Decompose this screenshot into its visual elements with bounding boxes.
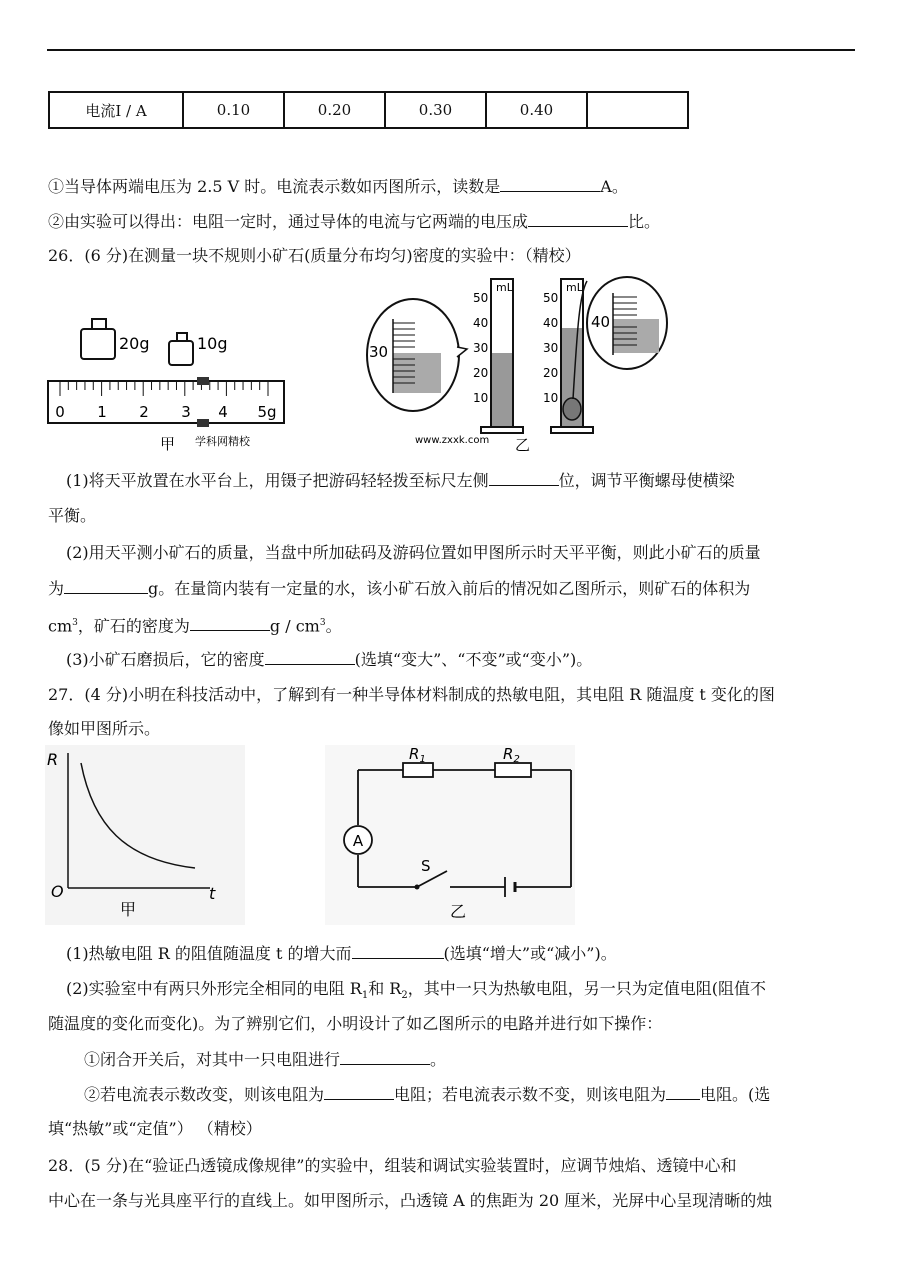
q26-part1-cont: 平衡。 [48,506,97,525]
scale-label: 2 [139,403,149,421]
q27-step1 [84,1048,446,1071]
cylinder-scale: 20 [473,366,489,380]
answer-blank[interactable] [352,942,444,959]
table-row [49,92,688,128]
answer-blank[interactable] [324,1083,394,1100]
weight-20g-label: 20g [119,334,150,353]
table-header-cell: 电流I / A [49,92,183,128]
cylinder-scale: 40 [543,316,559,330]
q27-title: 27．(4 分)小明在科技活动中，了解到有一种半导体材料制成的热敏电阻，其电阻 R 随温度 t 变化的图 [48,685,775,704]
ammeter-label: A [352,832,364,850]
cylinder-scale: 30 [543,341,559,355]
r2-label: $R_2$ [503,745,520,765]
q28-line2: 中心在一条与光具座平行的直线上。如甲图所示，凸透镜 A 的焦距为 20 厘米，光屏中心呈现清晰的烛 [48,1191,773,1210]
q26-part2-text: cm [48,616,73,636]
q26-part3-text: (3)小矿石磨损后，它的密度 [66,650,265,669]
zoom-left-label: 30 [369,343,389,361]
weight-10g-label: 10g [197,334,228,353]
rider-bottom [197,419,209,427]
figure-caption: 甲 [160,435,176,453]
cylinder-figure [365,275,670,455]
balance-figure [45,305,290,455]
scale-label: 5g [257,403,277,421]
cylinder-scale: 50 [473,291,489,305]
subscript: 1 [361,990,369,1002]
q26-title: 26．(6 分)在测量一块不规则小矿石(质量分布均匀)密度的实验中：（精校） [48,246,581,265]
q26-part2-text: 。 [325,616,342,636]
q27-step2-cont: 填“热敏”或“定值”） （精校） [48,1119,262,1138]
unit-label: mL [496,281,513,294]
q25-item1-unit: A。 [600,177,628,196]
table-cell: 0.40 [486,92,587,128]
q27-part2-text: (2)实验室中有两只外形完全相同的电阻 R [66,979,362,998]
scale-label: 1 [97,403,107,421]
figure-caption: 乙 [515,436,531,454]
q26-part1 [66,469,735,492]
q27-part1-text: (选填“增大”或“减小”)。 [443,944,617,963]
q27-step1-text: 。 [430,1050,447,1069]
resistor-r1 [403,763,433,777]
q27-part2-text: 和 R [368,979,402,998]
q26-part3-text: (选填“变大”、“不变”或“变小”)。 [354,650,593,669]
q27-step2-text: 电阻。(选 [700,1085,771,1104]
scale-label: 4 [218,403,228,421]
figure-caption: 乙 [450,902,467,921]
q26-part2: (2)用天平测小矿石的质量，当盘中所加砝码及游码位置如甲图所示时天平平衡，则此小矿石的质量 [66,543,761,562]
q26-part2-cont [48,577,750,600]
table-cell [587,92,688,128]
cylinder-scale: 10 [473,391,489,405]
header-rule [47,49,855,51]
rider-scale [48,381,284,423]
q26-part2-text: 为 [48,579,65,598]
answer-blank[interactable] [190,614,270,631]
resistance-temperature-graph [45,745,245,925]
answer-blank[interactable] [265,648,355,665]
q26-part2-text: g / cm [269,616,320,636]
switch-label: S [421,857,431,875]
r1-label: $R_1$ [409,745,426,765]
answer-blank[interactable] [528,210,628,227]
q25-item2-end: 比。 [628,212,661,231]
cylinder-scale: 40 [473,316,489,330]
table-cell: 0.30 [385,92,486,128]
q27-step1-text: ①闭合开关后，对其中一只电阻进行 [84,1050,341,1069]
table-cell: 0.10 [183,92,284,128]
q27-step2 [84,1083,770,1106]
unit-label: mL [566,281,583,294]
answer-blank[interactable] [340,1048,430,1065]
x-axis-label: t [209,884,216,903]
weight-10g [169,333,193,365]
q26-part2-text: g。在量筒内装有一定量的水，该小矿石放入前后的情况如乙图所示，则矿石的体积为 [148,579,751,598]
q25-item2 [48,210,660,233]
rider-top [197,377,209,385]
scale-label: 0 [55,403,65,421]
answer-blank[interactable] [489,469,559,486]
q26-part2-cont2 [48,612,342,637]
weight-20g [81,319,115,359]
q27-title-cont: 像如甲图所示。 [48,719,161,738]
zoom-right-label: 40 [591,313,611,331]
table-cell: 0.20 [284,92,385,128]
figure-caption: 甲 [120,900,137,919]
q25-item1-text: ①当导体两端电压为 2.5 V 时。电流表示数如丙图所示，读数是 [48,177,501,196]
watermark: 学科网精校 [195,435,250,448]
q25-item2-text: ②由实验可以得出：电阻一定时，通过导体的电流与它两端的电压成 [48,212,529,231]
q27-part1 [66,942,617,965]
q27-step2-text: 电阻；若电流表示数不变，则该电阻为 [394,1085,667,1104]
q27-part2 [66,978,766,1007]
cylinder-scale: 10 [543,391,559,405]
origin-label: O [51,882,64,901]
q26-part1-text: (1)将天平放置在水平台上，用镊子把游码轻轻拨至标尺左侧 [66,471,489,490]
q27-part2-cont: 随温度的变化而变化)。为了辨别它们，小明设计了如乙图所示的电路并进行如下操作： [48,1014,663,1033]
circuit-diagram [325,745,575,925]
scale-label: 3 [181,403,191,421]
q26-part3 [66,648,592,671]
answer-blank[interactable] [64,577,148,594]
q27-step2-text: ②若电流表示数改变，则该电阻为 [84,1085,325,1104]
q28-line1: 28．(5 分)在“验证凸透镜成像规律”的实验中，组装和调试实验装置时，应调节烛焰、透镜中心和 [48,1156,737,1175]
y-axis-label: R [47,750,59,769]
q27-part2-text: ，其中一只为热敏电阻，另一只为定值电阻(阻值不 [407,979,766,998]
q25-item1 [48,175,628,198]
superscript: 3 [72,618,78,628]
resistor-r2 [495,763,531,777]
cylinder-scale: 20 [543,366,559,380]
q26-part2-text: ，矿石的密度为 [77,616,190,636]
watermark: www.zxxk.com [415,435,490,446]
q27-part1-text: (1)热敏电阻 R 的阻值随温度 t 的增大而 [66,944,352,963]
q26-part1-text: 位，调节平衡螺母使横梁 [558,471,735,490]
subscript: 2 [401,990,408,1002]
current-table [48,91,689,129]
answer-blank[interactable] [500,175,600,192]
cylinder-scale: 30 [473,341,489,355]
cylinder-scale: 50 [543,291,559,305]
superscript: 3 [319,618,326,628]
answer-blank[interactable] [666,1083,700,1100]
